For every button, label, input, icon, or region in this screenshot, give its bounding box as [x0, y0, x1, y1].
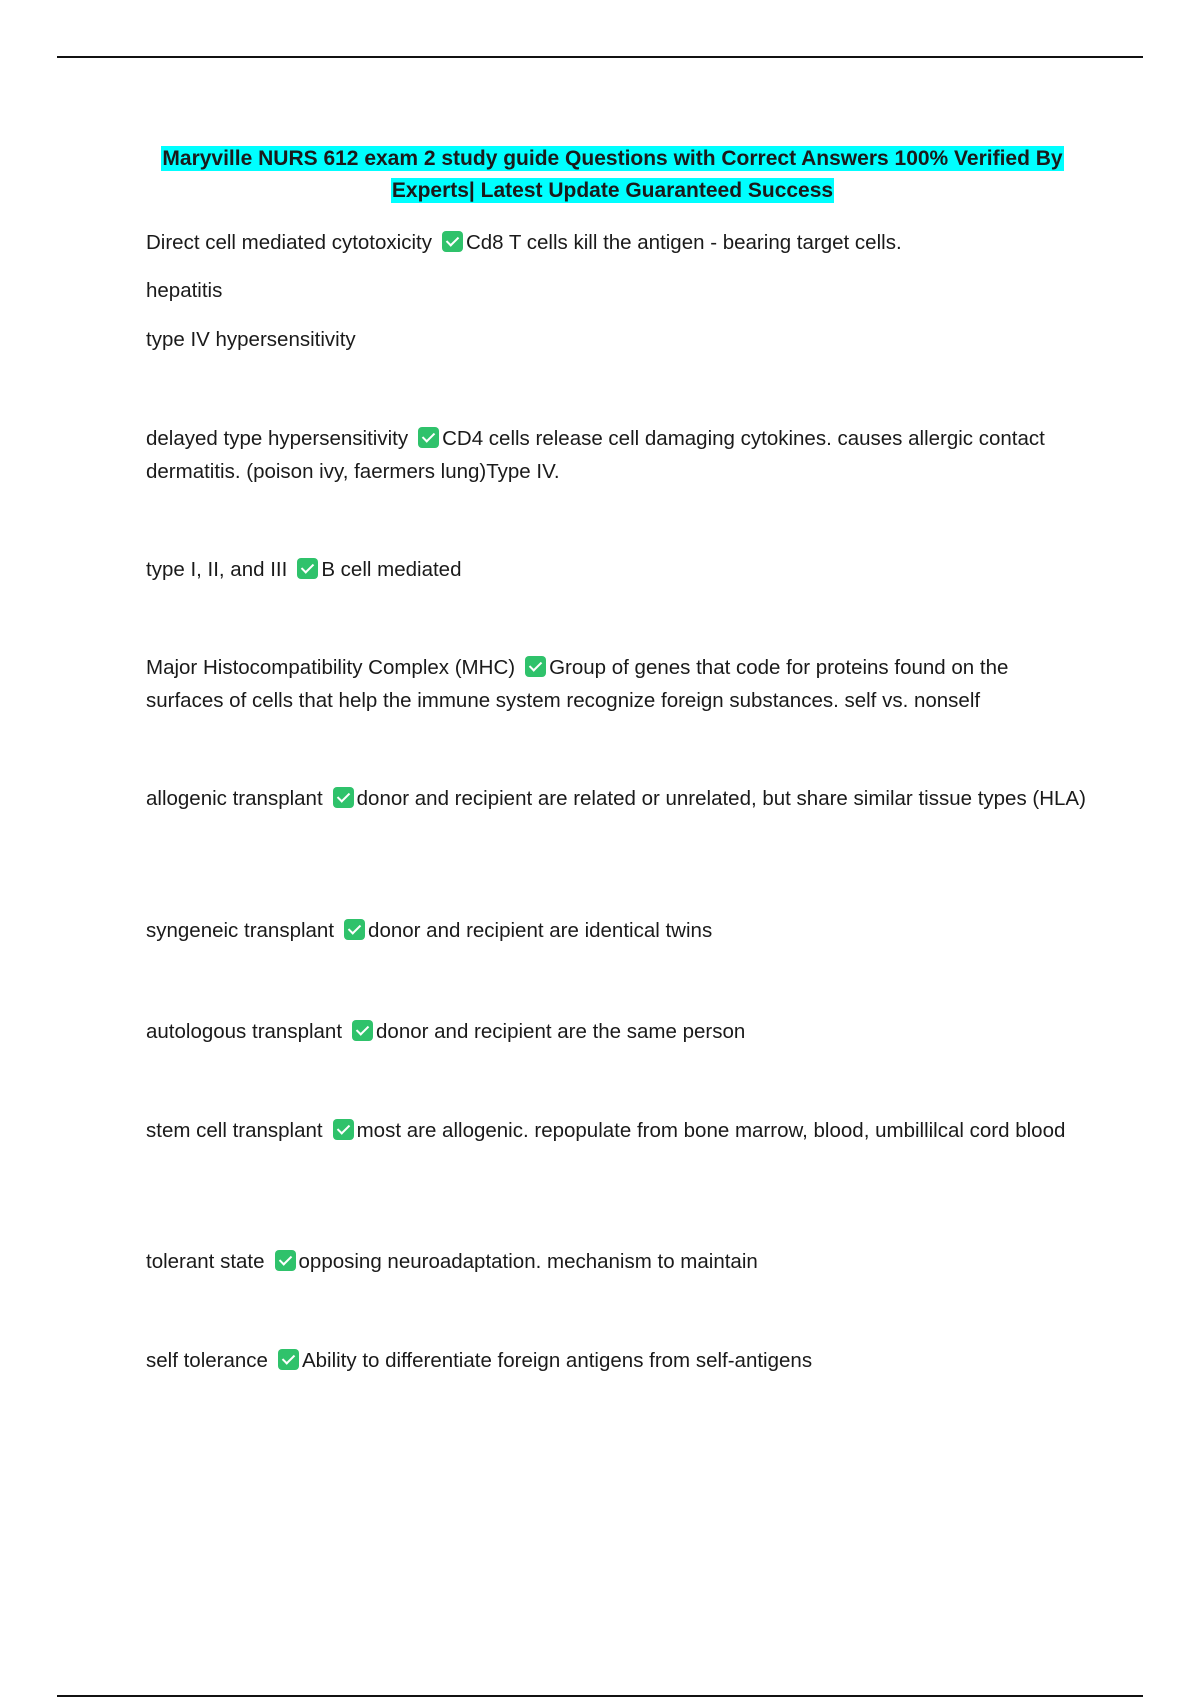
- entry-term: autologous transplant: [146, 1020, 343, 1043]
- entry-definition: B cell mediated: [321, 558, 462, 581]
- check-icon: [442, 231, 463, 252]
- entry-term: Major Histocompatibility Complex (MHC): [146, 656, 516, 679]
- entry-definition: Group of genes that code for proteins found on the surfaces of cells that help the immune system recognize foreign substances. self vs. nonself: [146, 656, 1009, 712]
- entry-term: tolerant state: [146, 1250, 265, 1273]
- entry-type-iv-hypersensitivity: [146, 323, 1086, 356]
- header-rule: [57, 56, 1143, 58]
- check-icon: [352, 1020, 373, 1041]
- entry-term: type I, II, and III: [146, 558, 288, 581]
- entry-type-i-ii-iii: [146, 553, 1086, 586]
- entry-syngeneic-transplant: [146, 914, 1086, 947]
- entry-allogenic-transplant: [146, 782, 1086, 815]
- entry-definition: CD4 cells release cell damaging cytokines. causes allergic contact dermatitis. (poison ivy, faermers lung)Type IV.: [146, 427, 1045, 483]
- entry-term: stem cell transplant: [146, 1119, 323, 1142]
- entry-definition: Ability to differentiate foreign antigens from self-antigens: [301, 1349, 813, 1372]
- check-icon: [525, 656, 546, 677]
- footer-rule: [57, 1695, 1143, 1697]
- check-icon: [297, 558, 318, 579]
- entry-term: delayed type hypersensitivity: [146, 427, 409, 450]
- entry-stem-cell-transplant: [146, 1114, 1086, 1147]
- entry-definition: donor and recipient are the same person: [376, 1020, 746, 1043]
- check-icon: [333, 1119, 354, 1140]
- entry-autologous-transplant: [146, 1015, 1086, 1048]
- entry-text: type IV hypersensitivity: [146, 328, 356, 351]
- check-icon: [333, 787, 354, 808]
- entry-definition: donor and recipient are related or unrelated, but share similar tissue types (HLA): [356, 787, 1086, 810]
- entry-term: self tolerance: [146, 1349, 268, 1372]
- entry-text: hepatitis: [146, 279, 223, 302]
- entry-definition: Cd8 T cells kill the antigen - bearing target cells.: [465, 231, 902, 254]
- entry-definition: opposing neuroadaptation. mechanism to maintain: [298, 1250, 758, 1273]
- entry-direct-cell-mediated-cytotoxicity: [146, 226, 1086, 259]
- entry-definition: most are allogenic. repopulate from bone marrow, blood, umbillilcal cord blood: [356, 1119, 1066, 1142]
- document-title: Maryville NURS 612 exam 2 study guide Questions with Correct Answers 100% Verified By Experts| Latest Update Guaranteed Success: [162, 147, 1063, 202]
- check-icon: [275, 1250, 296, 1271]
- check-icon: [344, 919, 365, 940]
- check-icon: [278, 1349, 299, 1370]
- entry-self-tolerance: [146, 1344, 1086, 1377]
- entry-mhc: [146, 651, 1086, 717]
- entry-hepatitis: [146, 274, 1086, 307]
- entry-definition: donor and recipient are identical twins: [368, 919, 713, 942]
- entry-term: allogenic transplant: [146, 787, 323, 810]
- entry-tolerant-state: [146, 1245, 1086, 1278]
- entry-term: syngeneic transplant: [146, 919, 335, 942]
- entry-term: Direct cell mediated cytotoxicity: [146, 231, 432, 254]
- entry-delayed-type-hypersensitivity: [146, 422, 1086, 488]
- check-icon: [418, 427, 439, 448]
